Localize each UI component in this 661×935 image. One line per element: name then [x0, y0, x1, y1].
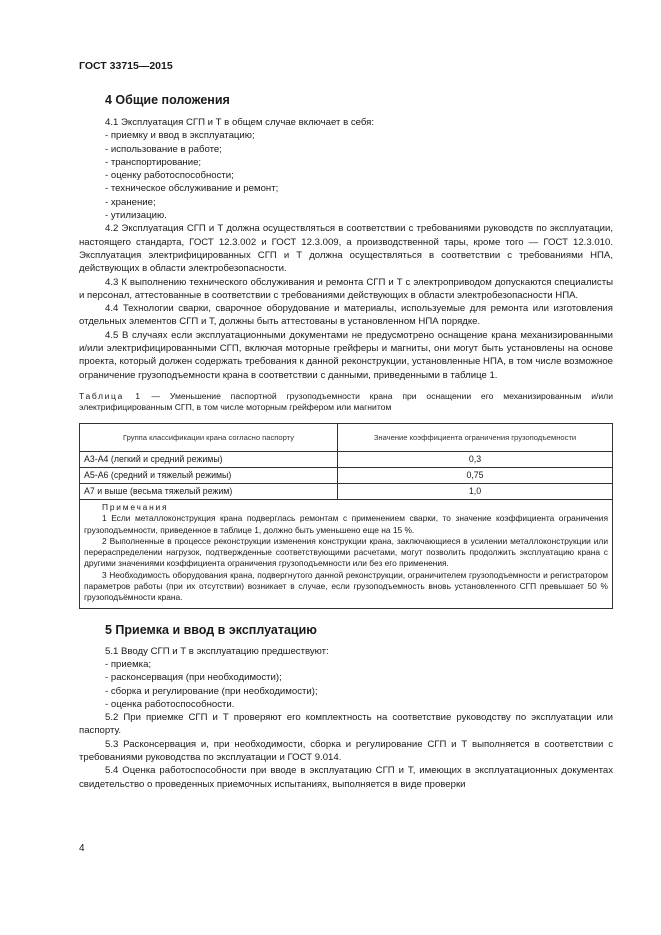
- list-item: - техническое обслуживание и ремонт;: [105, 183, 279, 195]
- notes-title: Примечания: [102, 501, 169, 512]
- table-row: [80, 451, 613, 467]
- table-header-cell: Группа классификации крана согласно паспорту: [80, 423, 338, 451]
- page-number: 4: [79, 843, 85, 854]
- paragraph-5-2: 5.2 При приемке СГП и Т проверяют его комплектность на соответствие руководству по эксплуатации или паспорту.: [79, 712, 613, 737]
- table-notes-row: [80, 499, 613, 608]
- note-item: 2 Выполненные в процессе реконструкции изменения конструкции крана, заключающиеся в усилении металлоконструкции или перераспределении нагрузок, подтвержденные соответствующими расчетами, могут позволить продолжить эксплуатацию крана с другими значениями коэффициента ограничения грузоподъемности или без его применения.: [84, 535, 608, 569]
- list-item: - хранение;: [105, 196, 156, 208]
- note-item: 3 Необходимость оборудования крана, подвергнутого данной реконструкции, ограничителем грузоподъемности и регистратором параметров работы (при их отсутствии) возникает в случае, если грузоподъемность вновь установленного СГП превышает 50 % грузоподъёмности крана.: [84, 569, 608, 603]
- table-header-cell: Значение коэффициента ограничения грузоподъемности: [338, 423, 613, 451]
- list-item: - оценка работоспособности.: [105, 698, 235, 710]
- table-cell: А5-А6 (средний и тяжелый режимы): [80, 467, 338, 483]
- paragraph-5-3: 5.3 Расконсервация и, при необходимости, сборка и регулирование СГП и Т выполняется в соответствии с требованиями руководства по эксплуатации и ГОСТ 9.014.: [79, 738, 613, 763]
- table-row: [80, 483, 613, 499]
- list-item: - приемка;: [105, 658, 152, 670]
- section-5-title: 5 Приемка и ввод в эксплуатацию: [105, 622, 317, 637]
- list-item: - утилизацию.: [105, 210, 167, 222]
- paragraph-5-1: 5.1 Вводу СГП и Т в эксплуатацию предшествуют:: [105, 645, 329, 657]
- paragraph-4-2: 4.2 Эксплуатация СГП и Т должна осуществляться в соответствии с требованиями руководств по эксплуатации, настоящего стандарта, ГОСТ 12.3.002 и ГОСТ 12.3.009, а производственной тары, кроме того — ГОСТ 12.3.010. Эксплуатация электрифицированных СГП и Т должна осуществляться в соответствии с требованиями НПА, действующих в области электробезопасности.: [79, 223, 613, 275]
- table-cell: 0,75: [338, 467, 613, 483]
- table-1: [79, 423, 613, 609]
- section-4-title: 4 Общие положения: [105, 93, 230, 107]
- list-item: - приемку и ввод в эксплуатацию;: [105, 130, 255, 142]
- note-item: 1 Если металлоконструкция крана подверглась ремонтам с применением сварки, то значение коэффициента ограничения грузоподъемности, приведенное в таблице 1, должно быть уменьшено еще на 15 %.: [84, 513, 608, 535]
- table-header-row: [80, 423, 613, 451]
- list-item: - оценку работоспособности;: [105, 170, 234, 182]
- table-cell: 1,0: [338, 483, 613, 499]
- list-item: - расконсервация (при необходимости);: [105, 672, 282, 684]
- list-item: - транспортирование;: [105, 156, 202, 168]
- table-row: [80, 467, 613, 483]
- paragraph-4-4: 4.4 Технологии сварки, сварочное оборудование и материалы, используемые для ремонта или изготовления отдельных элементов СГП и Т, должны быть аттестованы в установленном НПА порядке.: [79, 303, 613, 328]
- page-content: [79, 92, 613, 791]
- table-caption-label: Таблица 1: [79, 390, 142, 401]
- table-1-caption: [79, 391, 613, 414]
- table-cell: 0,3: [338, 451, 613, 467]
- document-header: ГОСТ 33715—2015: [79, 60, 173, 72]
- paragraph-4-3: 4.3 К выполнению технического обслуживания и ремонта СГП и Т с электроприводом допускаются специалисты и персонал, аттестованные в соответствии с требованиями действующих в области электробезопасности НПА.: [79, 276, 613, 301]
- table-cell: А3-А4 (легкий и средний режимы): [80, 451, 338, 467]
- paragraph-4-1: 4.1 Эксплуатация СГП и Т в общем случае включает в себя:: [105, 117, 375, 128]
- list-item: - использование в работе;: [105, 143, 222, 155]
- list-item: - сборка и регулирование (при необходимости);: [105, 685, 318, 697]
- table-cell: А7 и выше (весьма тяжелый режим): [80, 483, 338, 499]
- paragraph-4-5: 4.5 В случаях если эксплуатационными документами не предусмотрено оснащение крана механизированными и/или электрифицированными СГП, включая моторные грейферы и магниты, они могут быть установлены на основе проекта, который должен содержать требования к данной реконструкции, установленные НПА, в том числе возможное ограничение грузоподъемности крана в соответствии с данными, приведенными в таблице 1.: [79, 329, 613, 381]
- paragraph-5-4: 5.4 Оценка работоспособности при вводе в эксплуатацию СГП и Т, имеющих в эксплуатационных документах свидетельство о проведенных приемочных испытаниях, выполняется в виде проверки: [79, 765, 613, 790]
- table-caption-text: — Уменьшение паспортной грузоподъемности крана при оснащении его механизированным и/или электрифицированным СГП, в том числе моторным грейфером или магнитом: [79, 390, 613, 413]
- table-notes: [80, 499, 613, 608]
